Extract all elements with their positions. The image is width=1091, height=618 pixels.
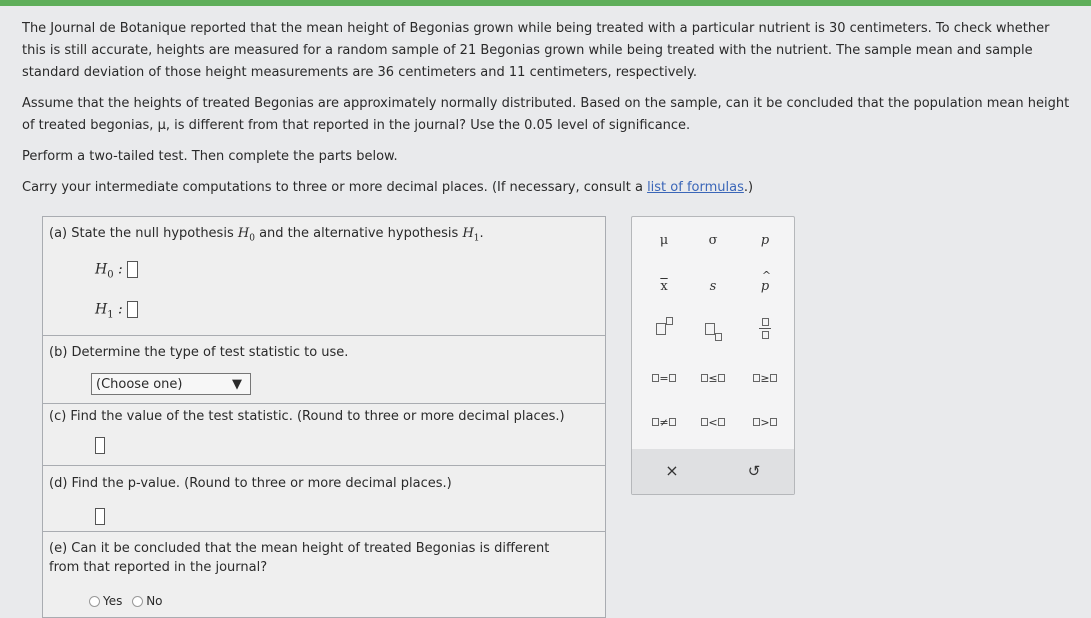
fraction-key[interactable] — [745, 315, 785, 339]
part-c-label: (c) Find the value of the test statistic. (Round to three or more decimal places.) — [49, 409, 565, 424]
formulas-suffix: .) — [743, 180, 754, 195]
hat-icon: ^ — [761, 269, 772, 282]
part-c-section — [43, 403, 605, 466]
sigma-key[interactable]: σ — [708, 233, 718, 248]
undo-icon[interactable]: ↺ — [747, 462, 761, 480]
keypad-footer — [632, 449, 794, 494]
greater-than-key[interactable]: > — [745, 411, 785, 435]
problem-paragraph-2: Assume that the heights of treated Begonias are approximately normally distributed. Based on the sample, can it be concluded that the population mean height of treated begonias, μ, is different from that reported in the journal? Use the 0.05 level of significance. — [22, 96, 1070, 133]
subscript-key[interactable] — [693, 317, 733, 341]
problem-paragraph-4 — [22, 177, 1072, 199]
phat-key[interactable]: ^ p — [745, 275, 785, 299]
mu-key[interactable]: μ — [659, 233, 669, 248]
part-b-label: (b) Determine the type of test statistic to use. — [49, 345, 349, 360]
superscript-key[interactable] — [644, 317, 684, 341]
test-statistic-select[interactable] — [91, 373, 251, 395]
clear-icon[interactable]: × — [665, 461, 679, 480]
part-a-label: (a) State the null hypothesis $H_0$ and the alternative hypothesis $H_1$. — [49, 226, 484, 244]
yes-option[interactable]: Yes — [89, 594, 122, 608]
select-value: (Choose one) — [96, 377, 183, 392]
formulas-prefix: Carry your intermediate computations to three or more decimal places. (If necessary, consult a — [22, 180, 648, 195]
part-d-section — [43, 465, 605, 532]
top-accent-bar — [0, 0, 1091, 6]
test-statistic-input[interactable] — [95, 437, 105, 454]
p-key[interactable]: p — [760, 233, 770, 248]
problem-paragraph-3: Perform a two-tailed test. Then complete the parts below. — [22, 149, 398, 164]
xbar-key[interactable]: $\overline{x}$ — [660, 279, 668, 294]
no-option[interactable]: No — [132, 594, 162, 608]
problem-statement — [22, 18, 1072, 208]
part-d-label: (d) Find the p-value. (Round to three or more decimal places.) — [49, 476, 452, 491]
part-a-section — [43, 217, 605, 335]
greater-equal-key[interactable]: ≥ — [745, 367, 785, 391]
alternative-hypothesis-row: $H_1$ : — [95, 301, 138, 320]
symbol-keypad — [631, 216, 795, 495]
part-e-section — [43, 531, 605, 618]
question-panel — [42, 216, 606, 618]
s-key[interactable]: s — [709, 279, 717, 294]
null-hypothesis-row: $H_0$ : — [95, 261, 138, 280]
less-equal-key[interactable]: ≤ — [693, 367, 733, 391]
not-equal-key[interactable]: ≠ — [644, 411, 684, 435]
no-radio[interactable] — [132, 596, 143, 607]
p-value-input[interactable] — [95, 508, 105, 525]
alternative-hypothesis-input[interactable] — [127, 301, 138, 318]
dropdown-arrow-icon: ▼ — [232, 377, 242, 392]
yes-radio[interactable] — [89, 596, 100, 607]
equals-key[interactable]: = — [644, 367, 684, 391]
list-of-formulas-link[interactable]: list of formulas — [647, 180, 744, 195]
part-b-section — [43, 335, 605, 404]
part-e-label: (e) Can it be concluded that the mean height of treated Begonias is different from that reported in the journal? — [49, 541, 550, 575]
problem-paragraph-1: The Journal de Botanique reported that the mean height of Begonias grown while being treated with a particular nutrient is 30 centimeters. To check whether this is still accurate, heights are measured for a random sample of 21 Begonias grown while being treated with the nutrient. The sample mean and sample standard deviation of those height measurements are 36 centimeters and 11 centimeters, respectively. — [22, 21, 1050, 80]
yes-no-options — [89, 594, 163, 608]
less-than-key[interactable]: < — [693, 411, 733, 435]
null-hypothesis-input[interactable] — [127, 261, 138, 278]
